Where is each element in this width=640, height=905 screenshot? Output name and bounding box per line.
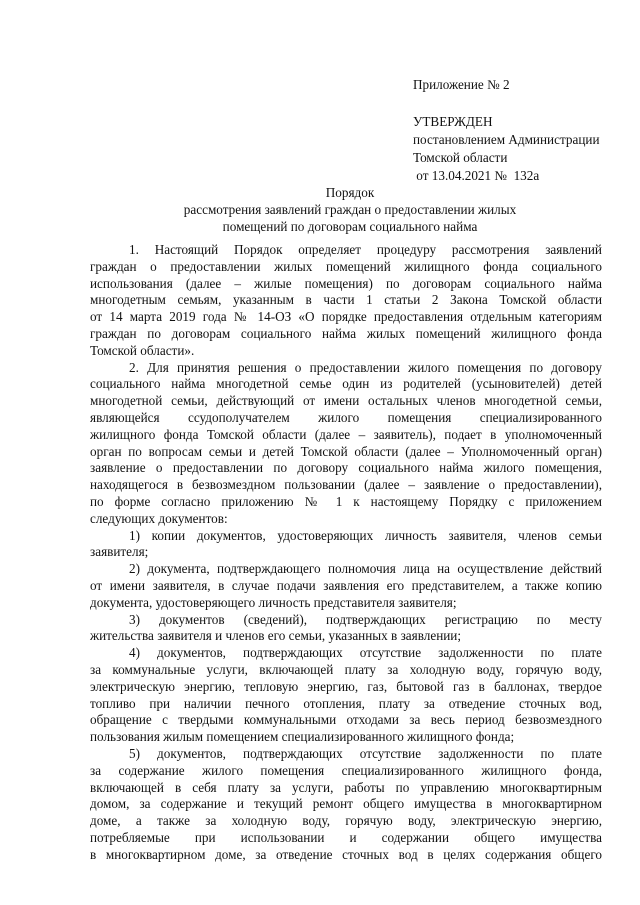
body-text-line: обращение с твердыми коммунальными отходами за весь период безвозмездного [90, 712, 602, 728]
body-text-line: граждан о предоставлении жилых помещений жилищного фонда социального [90, 258, 602, 274]
body-text-line: 5) документов, подтверждающих отсутствие задолженности по плате [129, 745, 602, 761]
body-text-line: за содержание жилого помещения специализированного жилищного фонда, [90, 762, 602, 778]
approval-line: Томской области [413, 150, 508, 165]
body-text-line: Томской области». [90, 342, 195, 358]
approval-line: постановлением Администрации [413, 132, 600, 147]
body-text-line: 3) документов (сведений), подтверждающих регистрацию по месту [129, 611, 602, 627]
body-text-line: являющейся ссудополучателем жилого помещения специализированного [90, 409, 602, 425]
body-text-line: находящегося в безвозмездном пользовании (далее – заявление о предоставлении), [90, 477, 602, 493]
body-text-line: за коммунальные услуги, включающей плату за холодную воду, горячую воду, [90, 661, 602, 677]
body-text-line: включающей в себя плату за услуги, работы по управлению многоквартирным [90, 779, 602, 795]
body-text-line: документа, удостоверяющего личность представителя заявителя; [90, 594, 457, 610]
body-text-line: электрическую энергию, тепловую энергию, газ, бытовой газ в баллонах, твердое [90, 678, 602, 694]
body-text-line: многодетной семьи, действующий от имени остальных членов многодетной семьи, [90, 393, 602, 409]
approval-line: от 13.04.2021 № 132а [413, 168, 540, 183]
body-text-line: по форме согласно приложению № 1 к настоящему Порядку с приложением [90, 493, 602, 509]
body-text-line: социального найма многодетной семье один из родителей (усыновителей) детей [90, 376, 602, 392]
document-body [90, 242, 602, 863]
body-text-line: 2) документа, подтверждающего полномочия лица на осуществление действий [129, 561, 602, 577]
title-line: рассмотрения заявлений граждан о предоставлении жилых [183, 202, 517, 217]
body-text-line: топливо при наличии печного отопления, плату за отведение сточных вод, [90, 695, 602, 711]
body-text-line: от имени заявителя, в случае подачи заявления его представителем, а также копию [90, 577, 602, 593]
body-text-line: пользования жилым помещением специализированного жилищного фонда; [90, 729, 515, 745]
appendix-label: Приложение № 2 [413, 77, 510, 92]
body-text-line: жилищного фонда Томской области (далее – заявитель), подает в уполномоченный [90, 426, 602, 442]
title-line: Порядок [325, 185, 375, 200]
body-text-line: от 14 марта 2019 года № 14-ОЗ «О порядке предоставления отдельным категориям [90, 309, 602, 325]
body-text-line: следующих документов: [90, 510, 228, 526]
document-title [90, 184, 610, 235]
approval-block [413, 113, 600, 185]
body-text-line: 1) копии документов, удостоверяющих личность заявителя, членов семьи [129, 527, 602, 543]
approval-line: УТВЕРЖДЕН [413, 114, 493, 129]
body-text-line: 4) документов, подтверждающих отсутствие задолженности по плате [129, 645, 602, 661]
body-text-line: 1. Настоящий Порядок определяет процедуру рассмотрения заявлений [129, 242, 602, 257]
body-text-line: использования (далее – жилые помещения) по договорам социального найма [90, 275, 602, 291]
body-text-line: орган по вопросам семьи и детей Томской области (далее – Уполномоченный орган) [90, 443, 602, 459]
body-text-line: 2. Для принятия решения о предоставлении жилого помещения по договору [129, 359, 602, 375]
body-text-line: заявление о предоставлении по договору социального найма жилого помещения, [90, 460, 602, 476]
body-text-line: заявителя; [90, 544, 149, 560]
body-text-line: в многоквартирном доме, за отведение сточных вод в целях содержания общего [90, 846, 602, 862]
body-text-line: потребляемые при использовании и содержании общего имущества [90, 829, 602, 845]
body-text-line: многодетным семьям, указанным в части 1 статьи 2 Закона Томской области [90, 292, 602, 308]
body-text-line: граждан по договорам социального найма жилых помещений жилищного фонда [90, 325, 602, 341]
body-text-line: доме, а также за холодную воду, горячую воду, электрическую энергию, [90, 813, 602, 829]
body-text-line: жительства заявителя и членов его семьи, указанных в заявлении; [90, 628, 462, 644]
body-text-line: домом, за содержание и текущий ремонт общего имущества в многоквартирном [90, 796, 602, 812]
title-line: помещений по договорам социального найма [222, 219, 478, 234]
